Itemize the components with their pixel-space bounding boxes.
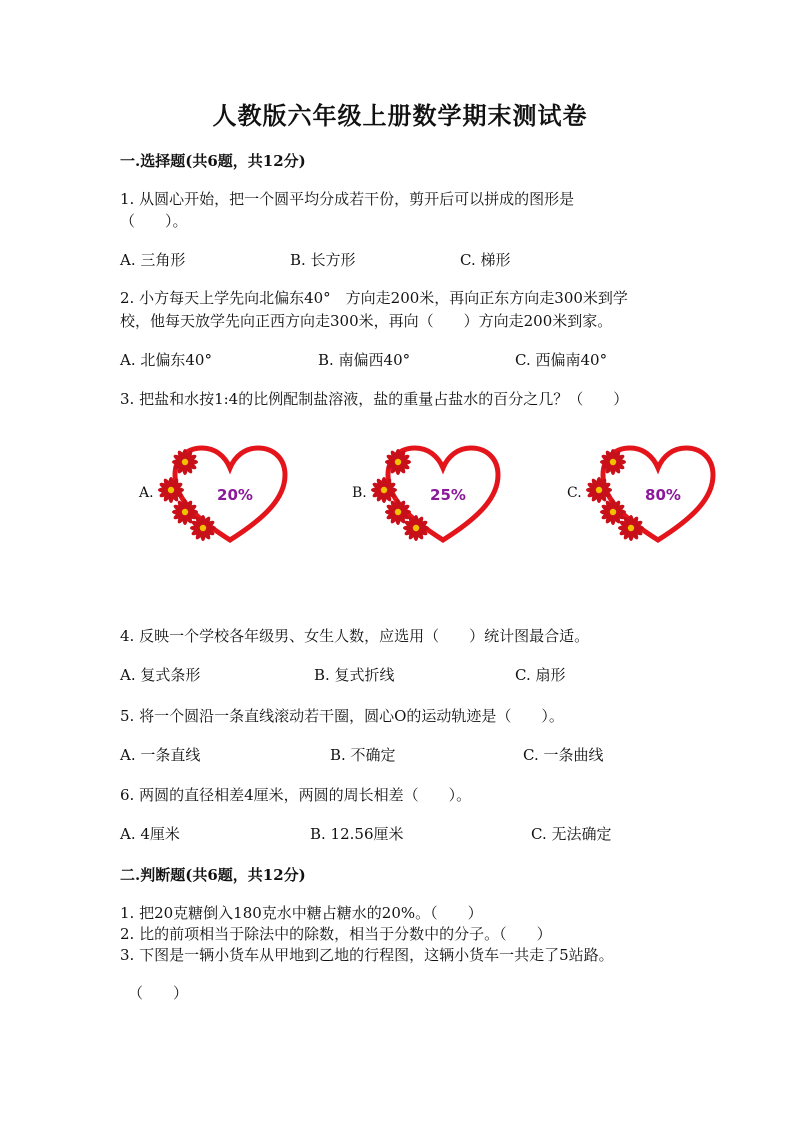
question-4-option-a: A. 复式条形	[120, 666, 201, 684]
question-6-option-c: C. 无法确定	[531, 825, 612, 843]
section-heading-judgement: 二.判断题(共6题，共12分)	[120, 866, 306, 884]
question-1-option-c: C. 梯形	[460, 251, 511, 269]
question-6-option-b: B. 12.56厘米	[310, 825, 404, 843]
question-3-option-a-label: A.	[139, 485, 154, 501]
question-5-line-1: 5. 将一个圆沿一条直线滚动若干圈，圆心O的运动轨迹是（ ）。	[120, 707, 564, 725]
question-2-option-c: C. 西偏南40°	[515, 351, 608, 369]
heart-option-b-image	[368, 440, 518, 550]
question-2-option-b: B. 南偏西40°	[318, 351, 411, 369]
question-4-line-1: 4. 反映一个学校各年级男、女生人数，应选用（ ）统计图最合适。	[120, 627, 590, 645]
question-3-option-c-label: C.	[567, 485, 582, 501]
question-5-option-b: B. 不确定	[330, 746, 396, 764]
question-3-line-1: 3. 把盐和水按1:4的比例配制盐溶液，盐的重量占盐水的百分之几？（ ）	[120, 390, 629, 408]
heart-option-c-image	[583, 440, 733, 550]
question-1-option-a: A. 三角形	[120, 251, 186, 269]
judgement-item-2: 2. 比的前项相当于除法中的除数，相当于分数中的分子。（ ）	[120, 925, 552, 943]
question-5-option-a: A. 一条直线	[120, 746, 201, 764]
question-5-option-c: C. 一条曲线	[523, 746, 604, 764]
heart-option-a-percent: 20%	[217, 486, 253, 504]
heart-option-a-image	[155, 440, 305, 550]
question-1-line-1: 1. 从圆心开始，把一个圆平均分成若干份，剪开后可以拼成的图形是	[120, 190, 575, 208]
question-3-option-b-label: B.	[352, 485, 367, 501]
question-6-option-a: A. 4厘米	[120, 825, 180, 843]
question-1-option-b: B. 长方形	[290, 251, 356, 269]
heart-option-b-percent: 25%	[430, 486, 466, 504]
page-title: 人教版六年级上册数学期末测试卷	[212, 101, 588, 130]
question-1-line-2: （ ）。	[120, 212, 188, 230]
question-6-line-1: 6. 两圆的直径相差4厘米，两圆的周长相差（ ）。	[120, 786, 472, 804]
question-2-line-2: 校，他每天放学先向正西方向走300米，再向（ ）方向走200米到家。	[120, 312, 613, 330]
question-2-line-1: 2. 小方每天上学先向北偏东40° 方向走200米，再向正东方向走300米到学	[120, 289, 628, 307]
section-heading-choice: 一.选择题(共6题，共12分)	[120, 152, 306, 170]
question-4-option-c: C. 扇形	[515, 666, 566, 684]
judgement-item-1: 1. 把20克糖倒入180克水中糖占糖水的20%。（ ）	[120, 904, 483, 922]
question-2-option-a: A. 北偏东40°	[120, 351, 212, 369]
answer-blank: （ ）	[128, 984, 189, 1002]
question-4-option-b: B. 复式折线	[314, 666, 395, 684]
heart-option-c-percent: 80%	[645, 486, 681, 504]
judgement-item-3: 3. 下图是一辆小货车从甲地到乙地的行程图，这辆小货车一共走了5站路。	[120, 946, 614, 964]
